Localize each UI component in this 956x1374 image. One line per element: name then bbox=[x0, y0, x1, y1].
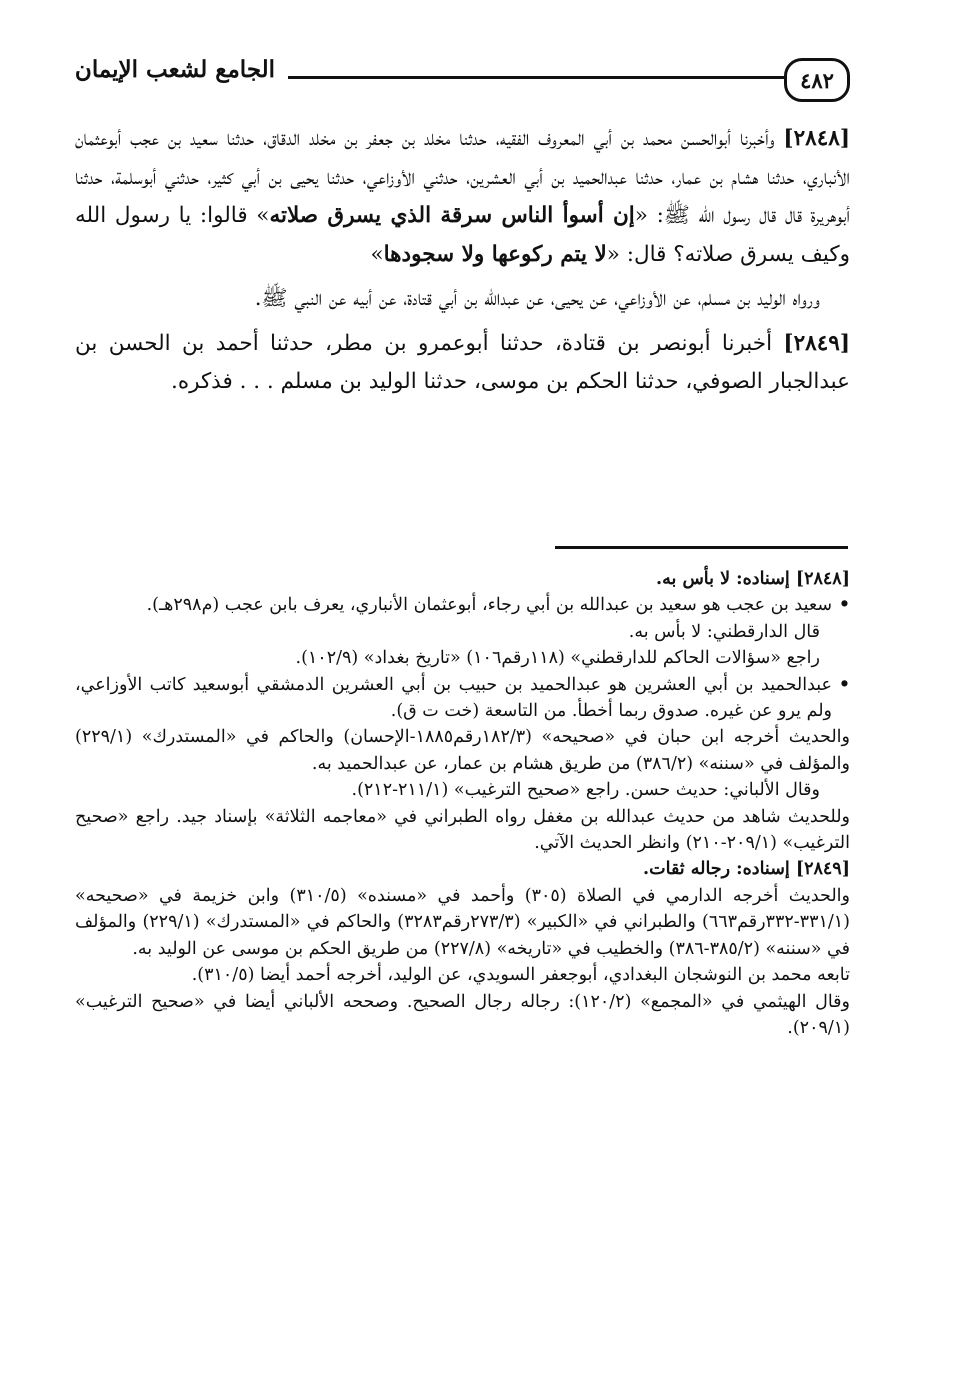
bullet-text: سعيد بن عجب هو سعيد بن عبدالله بن أبي رجاء، أبوعثمان الأنباري، يعرف بابن عجب (م٢٩٨هـ). bbox=[146, 595, 832, 616]
matn-text: إن أسوأ الناس سرقة الذي يسرق صلاته bbox=[269, 203, 635, 228]
footnote-2848-heading: [٢٨٤٨] إسناده: لا بأس به. bbox=[656, 569, 850, 589]
footnote-paragraph: والحديث أخرجه الدارمي في الصلاة (٣٠٥) وأحمد في «مسنده» (٣١٠/٥) وابن خزيمة في «صحيحه» (٣٣١/١-٣٣٢رقم٦٦٣) والطبراني في «الكبير» (٢٧٣/٣رقم٣٢٨٣) والحاكم في «المستدرك» (٢٢٩/١) والمؤلف في «سننه» (٣٨٥/٢-٣٨٦) والخطيب في «تاريخه» (٢٢٧/٨) من طريق الحكم بن موسى عن الوليد به. bbox=[75, 885, 850, 959]
page-header bbox=[70, 50, 850, 110]
isnad-text: وأخبرنا أبوالحسن محمد بن أبي المعروف الفقيه، حدثنا مخلد بن جعفر بن مخلد الدقاق، حدثنا سعيد بن عجب أبوعثمان الأنباري، حدثنا هشام بن عمار، حدثنا عبدالحميد بن أبي العشرين، حدثني الأوزاعي، حدثنا يحيى بن أبي كثير، حدثني أبوسلمة، حدثنا أبوهريرة قال قال رسول الله ﷺ: « bbox=[75, 126, 850, 228]
footnote-2849-heading: [٢٨٤٩] إسناده: رجاله ثقات. bbox=[643, 859, 850, 880]
footnote-separator bbox=[555, 546, 848, 549]
hadith-number: [٢٨٤٨] bbox=[783, 126, 850, 151]
bullet-icon: • bbox=[838, 595, 850, 616]
footnote-line: وقال الألباني: حديث حسن. راجع «صحيح الترغيب» (٢١١/١-٢١٢). bbox=[351, 780, 820, 801]
bullet-icon: • bbox=[838, 674, 850, 695]
footnote-bullet-item bbox=[75, 672, 850, 725]
book-title: الجامع لشعب الإيمان bbox=[74, 56, 276, 83]
bullet-text: عبدالحميد بن أبي العشرين هو عبدالحميد بن حبيب بن أبي العشرين الدمشقي أبوسعيد كاتب الأوزاعي، ولم يرو عن غيره. صدوق ربما أخطأ. من التاسعة (خت ت ق). bbox=[75, 674, 832, 722]
header-rule bbox=[288, 76, 786, 79]
main-text bbox=[75, 120, 850, 408]
hadith-2848 bbox=[75, 120, 850, 274]
footnote-paragraph: تابعه محمد بن النوشجان البغدادي، أبوجعفر السويدي، عن الوليد، أخرجه أحمد أيضا (٣١٠/٥). bbox=[191, 965, 850, 986]
footnote-paragraph: وقال الهيثمي في «المجمع» (١٢٠/٢): رجاله رجال الصحيح. وصححه الألباني أيضا في «صحيح الترغيب» (٢٠٩/١). bbox=[75, 991, 850, 1038]
question-text: » قالوا: يا رسول الله وكيف يسرق صلاته؟ قال: « bbox=[75, 203, 850, 267]
footnotes bbox=[75, 566, 850, 1041]
isnad-text: أخبرنا أبونصر بن قتادة، حدثنا أبوعمرو بن مطر، حدثنا أحمد بن الحسن بن عبدالجبار الصوفي، حدثنا الحكم بن موسى، حدثنا الوليد بن مسلم . . . فذكره. bbox=[75, 330, 850, 394]
answer-text: لا يتم ركوعها ولا سجودها bbox=[383, 241, 607, 267]
footnote-bullet-item bbox=[75, 592, 850, 618]
hadith-2849 bbox=[75, 325, 850, 402]
footnote-paragraph: وللحديث شاهد من حديث عبدالله بن مغفل رواه الطبراني في «معاجمه الثلاثة» بإسناد جيد. راجع «صحيح الترغيب» (٢٠٩/١-٢١٠) وانظر الحديث الآتي. bbox=[75, 806, 850, 854]
page-number: ٤٨٢ bbox=[784, 58, 850, 102]
hadith-number: [٢٨٤٩] bbox=[783, 330, 850, 356]
riwaya-paragraph: ورواه الوليد بن مسلم، عن الأوزاعي، عن يحيى، عن عبدالله بن أبي قتادة، عن أبيه عن النبي ﷺ. bbox=[254, 286, 820, 311]
footnote-line: راجع «سؤالات الحاكم للدارقطني» (١١٨رقم١٠٦) «تاريخ بغداد» (١٠٢/٩). bbox=[295, 648, 820, 669]
footnote-paragraph: والحديث أخرجه ابن حبان في «صحيحه» (١٨٢/٣رقم١٨٨٥-الإحسان) والحاكم في «المستدرك» (٢٢٩/١) والمؤلف في «سننه» (٣٨٦/٢) من طريق هشام بن عمار، عن عبدالحميد به. bbox=[75, 727, 850, 774]
footnote-line: قال الدارقطني: لا بأس به. bbox=[628, 621, 820, 642]
closing-quote: » bbox=[370, 241, 384, 267]
